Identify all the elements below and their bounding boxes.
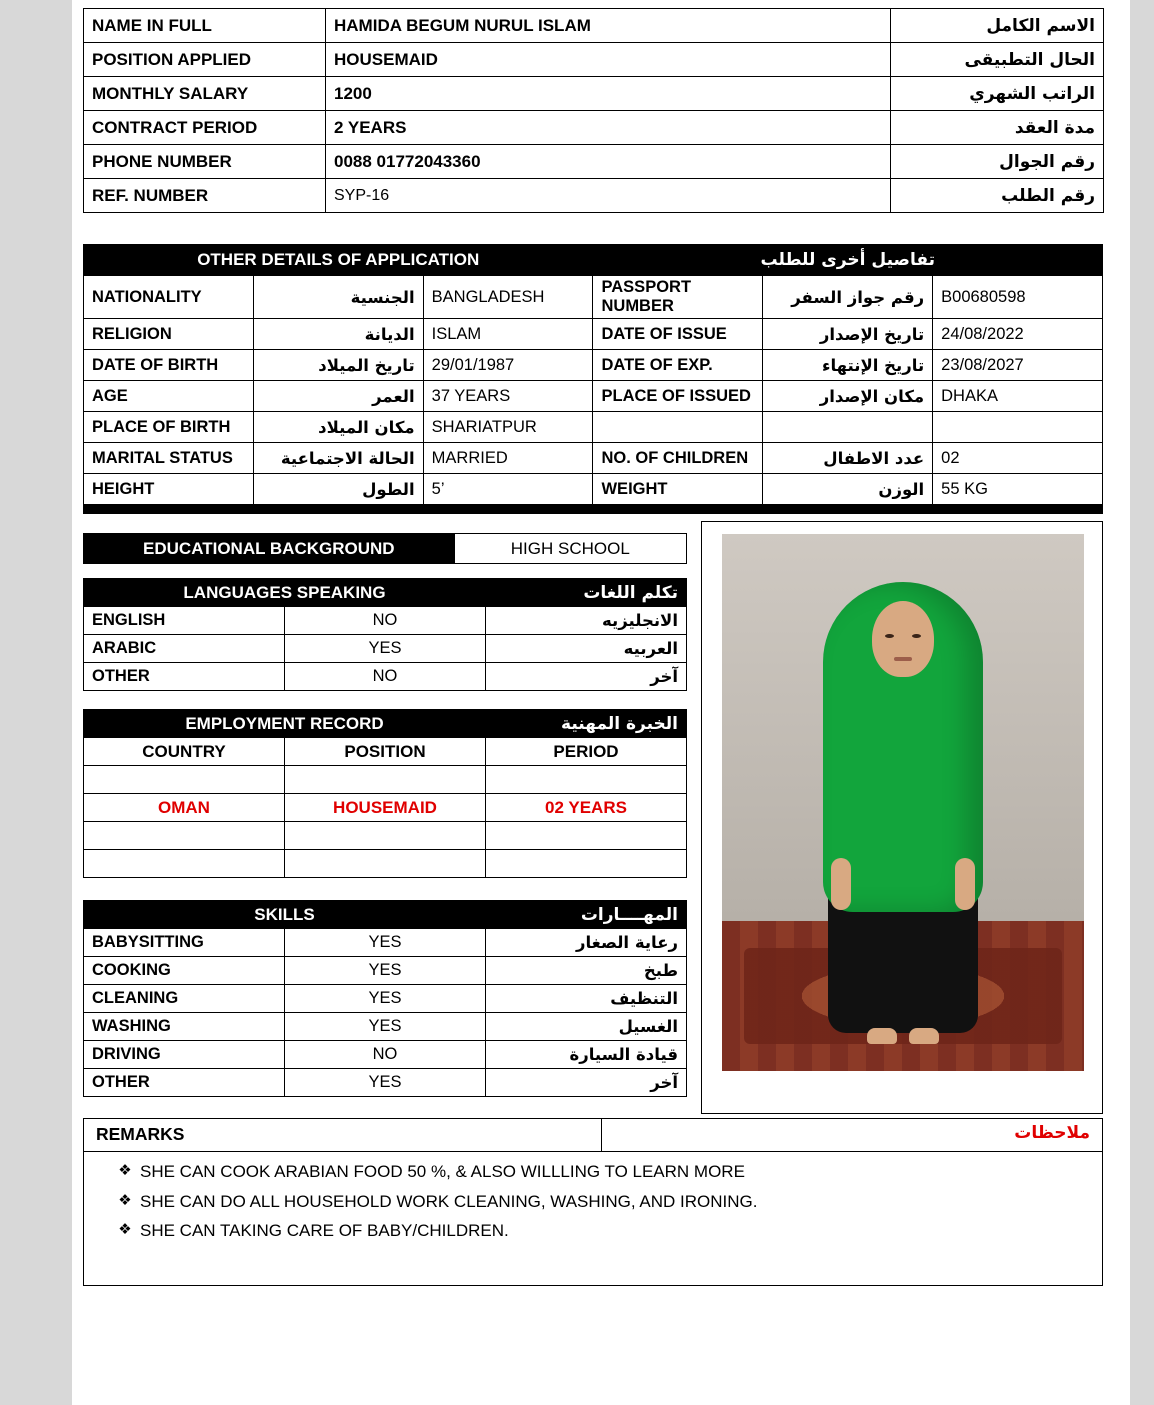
arabic-place-of-issued: مكان الإصدار: [763, 381, 933, 412]
value-weight: 55 KG: [933, 474, 1103, 505]
skills-header-ar: المهــــارات: [486, 901, 687, 929]
employment-country-0: [84, 766, 285, 794]
value-date-of-issue: 24/08/2022: [933, 319, 1103, 350]
remark-item: [110, 1159, 1102, 1185]
arabic-washing: الغسيل: [486, 1013, 687, 1041]
arabic-driving: قيادة السيارة: [486, 1041, 687, 1069]
table-row: [84, 534, 687, 564]
value-position-applied: HOUSEMAID: [326, 43, 891, 77]
photo-person-face: [872, 601, 934, 677]
arabic-place-of-birth: مكان الميلاد: [253, 412, 423, 443]
table-row: [84, 1069, 687, 1097]
photo-person-mouth: [894, 657, 912, 661]
table-row: [84, 957, 687, 985]
education-table: [83, 533, 687, 564]
remarks-title-ar: ملاحظات: [1014, 1123, 1090, 1143]
employment-section: [83, 709, 687, 878]
table-row: [84, 850, 687, 878]
value-religion: ISLAM: [423, 319, 593, 350]
table-row: [84, 276, 1103, 319]
value-contract-period: 2 YEARS: [326, 111, 891, 145]
arabic-phone-number: رقم الجوال: [891, 145, 1104, 179]
label-position-applied: POSITION APPLIED: [84, 43, 326, 77]
label-date-of-exp: DATE OF EXP.: [593, 350, 763, 381]
value-nationality: BANGLADESH: [423, 276, 593, 319]
label-english: ENGLISH: [84, 607, 285, 635]
arabic-arabic: العربيه: [486, 635, 687, 663]
value-monthly-salary: 1200: [326, 77, 891, 111]
value-other-skill: YES: [285, 1069, 486, 1097]
label-place-of-birth: PLACE OF BIRTH: [84, 412, 254, 443]
label-cooking: COOKING: [84, 957, 285, 985]
label-no-of-children: NO. OF CHILDREN: [593, 443, 763, 474]
other-details-header-en: OTHER DETAILS OF APPLICATION: [84, 245, 593, 276]
label-driving: DRIVING: [84, 1041, 285, 1069]
employment-column-row: [84, 738, 687, 766]
value-place-of-birth: SHARIATPUR: [423, 412, 593, 443]
languages-header-row: [84, 579, 687, 607]
languages-section: [83, 578, 687, 691]
table-row: [84, 766, 687, 794]
remarks-header: [84, 1119, 1102, 1152]
languages-header-ar: تكلم اللغات: [486, 579, 687, 607]
value-no-of-children: 02: [933, 443, 1103, 474]
remark-text-1: SHE CAN COOK ARABIAN FOOD 50 %, & ALSO WILLLING TO LEARN MORE: [140, 1162, 745, 1181]
value-washing: YES: [285, 1013, 486, 1041]
arabic-religion: الديانة: [253, 319, 423, 350]
remarks-header-divider: [601, 1119, 602, 1151]
arabic-cooking: طبخ: [486, 957, 687, 985]
photo-person-hand-right: [955, 858, 975, 910]
table-row: [84, 635, 687, 663]
table-row: [84, 663, 687, 691]
photo-person-eye-right: [912, 634, 921, 638]
other-details-table: [83, 244, 1103, 505]
arabic-empty-1: [763, 412, 933, 443]
label-cleaning: CLEANING: [84, 985, 285, 1013]
diamond-bullet-icon: ❖: [118, 1190, 132, 1209]
label-nationality: NATIONALITY: [84, 276, 254, 319]
value-ref-number: SYP-16: [326, 179, 891, 213]
table-row: [84, 111, 1104, 145]
diamond-bullet-icon: ❖: [118, 1220, 132, 1238]
employment-table: [83, 709, 687, 878]
value-marital-status: MARRIED: [423, 443, 593, 474]
table-row: [84, 929, 687, 957]
arabic-weight: الوزن: [763, 474, 933, 505]
table-row: [84, 319, 1103, 350]
value-cleaning: YES: [285, 985, 486, 1013]
table-row: [84, 607, 687, 635]
label-place-of-issued: PLACE OF ISSUED: [593, 381, 763, 412]
remark-item: [110, 1189, 1102, 1215]
employment-country-1: OMAN: [84, 794, 285, 822]
skills-header-row: [84, 901, 687, 929]
skills-table: [83, 900, 687, 1097]
employment-position-3: [285, 850, 486, 878]
arabic-other-language: آخر: [486, 663, 687, 691]
column-position: POSITION: [285, 738, 486, 766]
label-name-in-full: NAME IN FULL: [84, 9, 326, 43]
value-date-of-birth: 29/01/1987: [423, 350, 593, 381]
label-marital-status: MARITAL STATUS: [84, 443, 254, 474]
arabic-date-of-issue: تاريخ الإصدار: [763, 319, 933, 350]
employment-country-3: [84, 850, 285, 878]
label-washing: WASHING: [84, 1013, 285, 1041]
remark-item: [110, 1218, 1102, 1244]
value-educational-background: HIGH SCHOOL: [454, 534, 686, 564]
skills-header-en: SKILLS: [84, 901, 486, 929]
label-date-of-issue: DATE OF ISSUE: [593, 319, 763, 350]
photo-person-foot-right: [909, 1028, 939, 1044]
label-educational-background: EDUCATIONAL BACKGROUND: [84, 534, 455, 564]
label-arabic: ARABIC: [84, 635, 285, 663]
remarks-body: [84, 1152, 1102, 1244]
other-details-section: [83, 244, 1103, 514]
employment-header-row: [84, 710, 687, 738]
value-babysitting: YES: [285, 929, 486, 957]
value-driving: NO: [285, 1041, 486, 1069]
label-age: AGE: [84, 381, 254, 412]
remarks-section: [83, 1118, 1103, 1286]
table-row: [84, 381, 1103, 412]
employment-header-en: EMPLOYMENT RECORD: [84, 710, 486, 738]
arabic-no-of-children: عدد الاطفال: [763, 443, 933, 474]
remark-text-2: SHE CAN DO ALL HOUSEHOLD WORK CLEANING, WASHING, AND IRONING.: [140, 1191, 758, 1211]
arabic-name-in-full: الاسم الكامل: [891, 9, 1104, 43]
section-divider-bar: [83, 504, 1103, 514]
arabic-cleaning: التنظيف: [486, 985, 687, 1013]
table-row: [84, 794, 687, 822]
label-other-skill: OTHER: [84, 1069, 285, 1097]
value-phone-number: 0088 01772043360: [326, 145, 891, 179]
table-row: [84, 474, 1103, 505]
remarks-title-en: REMARKS: [96, 1124, 185, 1144]
table-row: [84, 985, 687, 1013]
label-other-language: OTHER: [84, 663, 285, 691]
employment-period-1: 02 YEARS: [486, 794, 687, 822]
value-age: 37 YEARS: [423, 381, 593, 412]
arabic-age: العمر: [253, 381, 423, 412]
value-passport-number: B00680598: [933, 276, 1103, 319]
value-height: 5’: [423, 474, 593, 505]
label-ref-number: REF. NUMBER: [84, 179, 326, 213]
applicant-photo: [722, 534, 1084, 1071]
value-name-in-full: HAMIDA BEGUM NURUL ISLAM: [326, 9, 891, 43]
table-row: [84, 145, 1104, 179]
label-passport-number: PASSPORT NUMBER: [593, 276, 763, 319]
employment-header-ar: الخبرة المهنية: [486, 710, 687, 738]
employment-period-3: [486, 850, 687, 878]
skills-section: [83, 900, 687, 1097]
label-religion: RELIGION: [84, 319, 254, 350]
table-row: [84, 350, 1103, 381]
table-row: [84, 43, 1104, 77]
employment-period-2: [486, 822, 687, 850]
label-date-of-birth: DATE OF BIRTH: [84, 350, 254, 381]
label-contract-period: CONTRACT PERIOD: [84, 111, 326, 145]
languages-table: [83, 578, 687, 691]
label-height: HEIGHT: [84, 474, 254, 505]
label-phone-number: PHONE NUMBER: [84, 145, 326, 179]
label-empty-1: [593, 412, 763, 443]
arabic-monthly-salary: الراتب الشهري: [891, 77, 1104, 111]
value-cooking: YES: [285, 957, 486, 985]
arabic-english: الانجليزيه: [486, 607, 687, 635]
table-row: [84, 1041, 687, 1069]
arabic-contract-period: مدة العقد: [891, 111, 1104, 145]
other-details-header-row: [84, 245, 1103, 276]
label-weight: WEIGHT: [593, 474, 763, 505]
other-details-header-ar: تفاصيل أخرى للطلب: [593, 245, 1103, 276]
education-section: [83, 533, 687, 564]
languages-header-en: LANGUAGES SPEAKING: [84, 579, 486, 607]
value-arabic: YES: [285, 635, 486, 663]
label-monthly-salary: MONTHLY SALARY: [84, 77, 326, 111]
remark-text-3: SHE CAN TAKING CARE OF BABY/CHILDREN.: [140, 1221, 509, 1240]
arabic-height: الطول: [253, 474, 423, 505]
arabic-position-applied: الحال التطبيقى: [891, 43, 1104, 77]
value-other-language: NO: [285, 663, 486, 691]
value-empty-1: [933, 412, 1103, 443]
document-page: [72, 0, 1130, 1405]
table-row: [84, 443, 1103, 474]
diamond-bullet-icon: ❖: [118, 1161, 132, 1179]
photo-person-foot-left: [867, 1028, 897, 1044]
table-row: [84, 1013, 687, 1041]
employment-position-1: HOUSEMAID: [285, 794, 486, 822]
arabic-babysitting: رعاية الصغار: [486, 929, 687, 957]
table-row: [84, 412, 1103, 443]
employment-position-0: [285, 766, 486, 794]
value-place-of-issued: DHAKA: [933, 381, 1103, 412]
personal-details-table: [83, 8, 1104, 213]
table-row: [84, 77, 1104, 111]
arabic-other-skill: آخر: [486, 1069, 687, 1097]
applicant-photo-frame: [701, 521, 1103, 1114]
arabic-marital-status: الحالة الاجتماعية: [253, 443, 423, 474]
arabic-date-of-exp: تاريخ الإنتهاء: [763, 350, 933, 381]
photo-person-hand-left: [831, 858, 851, 910]
arabic-date-of-birth: تاريخ الميلاد: [253, 350, 423, 381]
value-date-of-exp: 23/08/2027: [933, 350, 1103, 381]
employment-country-2: [84, 822, 285, 850]
arabic-ref-number: رقم الطلب: [891, 179, 1104, 213]
table-row: [84, 179, 1104, 213]
label-babysitting: BABYSITTING: [84, 929, 285, 957]
employment-period-0: [486, 766, 687, 794]
column-country: COUNTRY: [84, 738, 285, 766]
table-row: [84, 822, 687, 850]
column-period: PERIOD: [486, 738, 687, 766]
employment-position-2: [285, 822, 486, 850]
photo-person-eye-left: [885, 634, 894, 638]
arabic-nationality: الجنسية: [253, 276, 423, 319]
personal-details-section: [83, 8, 1103, 213]
arabic-passport-number: رقم جواز السفر: [763, 276, 933, 319]
table-row: [84, 9, 1104, 43]
value-english: NO: [285, 607, 486, 635]
